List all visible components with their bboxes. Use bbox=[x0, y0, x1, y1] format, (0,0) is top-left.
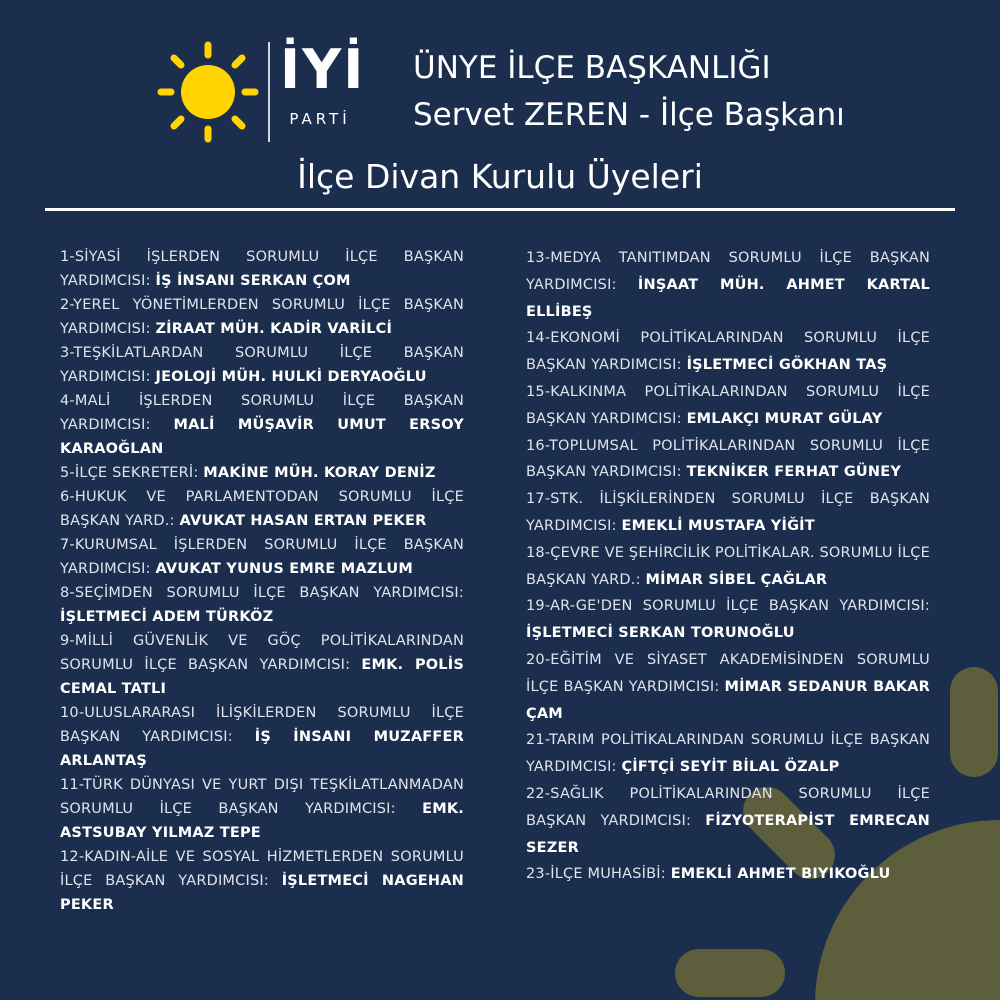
member-entry: 17-STK. İLİŞKİLERİNDEN SORUMLU İLÇE BAŞKAN YARDIMCISI: EMEKLİ MUSTAFA YİĞİT bbox=[526, 491, 930, 534]
member-entry: 21-TARIM POLİTİKALARINDAN SORUMLU İLÇE BAŞKAN YARDIMCISI: ÇİFTÇİ SEYİT BİLAL ÖZALP bbox=[526, 732, 930, 776]
member-entry: 10-ULUSLARARASI İLİŞKİLERDEN SORUMLU İLÇE BAŞKAN YARDIMCISI: İŞ İNSANI MUZAFFER ARLANTAŞ bbox=[60, 705, 464, 769]
corner-sun-ray-top bbox=[950, 667, 998, 777]
member-entry: 14-EKONOMİ POLİTİKALARINDAN SORUMLU İLÇE BAŞKAN YARDIMCISI: İŞLETMECİ GÖKHAN TAŞ bbox=[526, 330, 930, 374]
members-column-left bbox=[60, 245, 464, 917]
member-entry: 4-MALİ İŞLERDEN SORUMLU İLÇE BAŞKAN YARDIMCISI: MALİ MÜŞAVİR UMUT ERSOY KARAOĞLAN bbox=[60, 393, 464, 457]
member-entry: 8-SEÇİMDEN SORUMLU İLÇE BAŞKAN YARDIMCISI: İŞLETMECİ ADEM TÜRKÖZ bbox=[60, 585, 464, 625]
district-title: ÜNYE İLÇE BAŞKANLIĞI bbox=[413, 50, 771, 86]
member-entry: 2-YEREL YÖNETİMLERDEN SORUMLU İLÇE BAŞKAN YARDIMCISI: ZİRAAT MÜH. KADİR VARİLCİ bbox=[60, 297, 464, 337]
district-chair: Servet ZEREN - İlçe Başkanı bbox=[413, 97, 845, 133]
member-entry: 9-MİLLİ GÜVENLİK VE GÖÇ POLİTİKALARINDAN SORUMLU İLÇE BAŞKAN YARDIMCISI: EMK. POLİS CEMAL TATLI bbox=[60, 633, 464, 697]
member-entry: 12-KADIN-AİLE VE SOSYAL HİZMETLERDEN SORUMLU İLÇE BAŞKAN YARDIMCISI: İŞLETMECİ NAGEHAN PEKER bbox=[60, 849, 464, 913]
member-entry: 3-TEŞKİLATLARDAN SORUMLU İLÇE BAŞKAN YARDIMCISI: JEOLOJİ MÜH. HULKİ DERYAOĞLU bbox=[60, 345, 464, 385]
member-entry: 22-SAĞLIK POLİTİKALARINDAN SORUMLU İLÇE BAŞKAN YARDIMCISI: FİZYOTERAPİST EMRECAN SEZER bbox=[526, 785, 930, 856]
members-column-right bbox=[526, 245, 930, 888]
corner-sun-ray-left bbox=[675, 949, 785, 997]
logo-sun-disc bbox=[181, 65, 235, 119]
member-entry: 1-SİYASİ İŞLERDEN SORUMLU İLÇE BAŞKAN YARDIMCISI: İŞ İNSANI SERKAN ÇOM bbox=[60, 249, 464, 289]
page-subtitle: İlçe Divan Kurulu Üyeleri bbox=[297, 157, 703, 196]
logo-divider bbox=[268, 42, 270, 142]
member-entry: 13-MEDYA TANITIMDAN SORUMLU İLÇE BAŞKAN YARDIMCISI: İNŞAAT MÜH. AHMET KARTAL ELLİBEŞ bbox=[526, 250, 930, 320]
header-divider bbox=[45, 208, 955, 211]
member-entry: 11-TÜRK DÜNYASI VE YURT DIŞI TEŞKİLATLANMADAN SORUMLU İLÇE BAŞKAN YARDIMCISI: EMK. ASTSUBAY YILMAZ TEPE bbox=[60, 777, 464, 841]
member-entry: 19-AR-GE'DEN SORUMLU İLÇE BAŞKAN YARDIMCISI: İŞLETMECİ SERKAN TORUNOĞLU bbox=[526, 598, 930, 642]
member-entry: 15-KALKINMA POLİTİKALARINDAN SORUMLU İLÇE BAŞKAN YARDIMCISI: EMLAKÇI MURAT GÜLAY bbox=[526, 383, 930, 427]
member-entry: 16-TOPLUMSAL POLİTİKALARINDAN SORUMLU İLÇE BAŞKAN YARDIMCISI: TEKNİKER FERHAT GÜNEY bbox=[526, 437, 930, 481]
member-entry: 23-İLÇE MUHASİBİ: EMEKLİ AHMET BIYIKOĞLU bbox=[526, 866, 891, 883]
member-entry: 20-EĞİTİM VE SİYASET AKADEMİSİNDEN SORUMLU İLÇE BAŞKAN YARDIMCISI: MİMAR SEDANUR BAKAR ÇAM bbox=[526, 651, 930, 722]
member-entry: 5-İLÇE SEKRETERİ: MAKİNE MÜH. KORAY DENİZ bbox=[60, 465, 436, 481]
member-entry: 18-ÇEVRE VE ŞEHİRCİLİK POLİTİKALAR. SORUMLU İLÇE BAŞKAN YARD.: MİMAR SİBEL ÇAĞLAR bbox=[526, 544, 930, 588]
member-entry: 6-HUKUK VE PARLAMENTODAN SORUMLU İLÇE BAŞKAN YARD.: AVUKAT HASAN ERTAN PEKER bbox=[60, 489, 464, 529]
logo-subtext: PARTİ bbox=[289, 110, 351, 128]
member-entry: 7-KURUMSAL İŞLERDEN SORUMLU İLÇE BAŞKAN YARDIMCISI: AVUKAT YUNUS EMRE MAZLUM bbox=[60, 537, 464, 577]
logo-wordmark: İYİ bbox=[280, 38, 366, 101]
